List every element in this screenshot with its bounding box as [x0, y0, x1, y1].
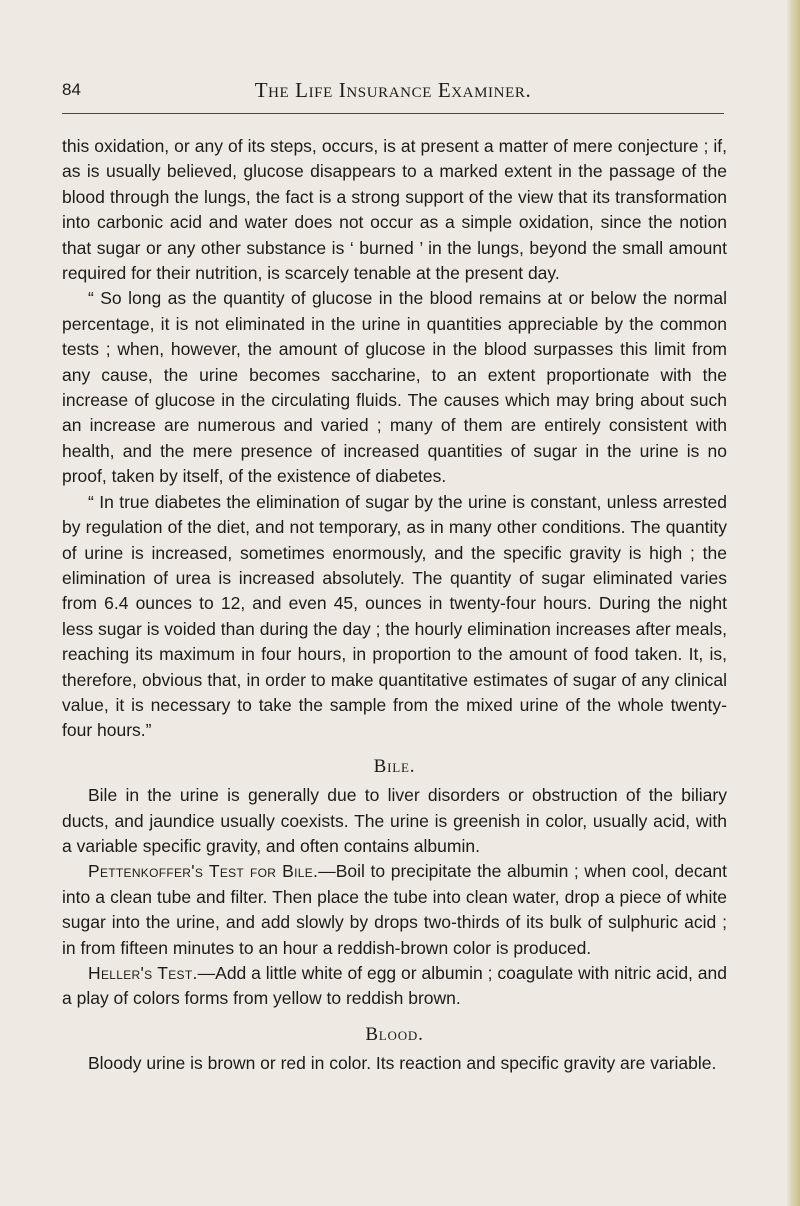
- section-heading-blood: Blood.: [365, 1023, 424, 1045]
- heller-test-title: Heller's Test.: [88, 963, 198, 983]
- paragraph-pettenkoffer-test: [62, 859, 727, 961]
- section-heading-bile: Bile.: [373, 755, 416, 777]
- header-rule: [62, 113, 724, 114]
- paragraph-oxidation: this oxidation, or any of its steps, occurs, is at present a matter of mere conjecture ; if, as is usually believed, glucose disappears to a marked extent in the passage of the blood through the lungs, the fact is a strong support of the view that its transformation into carbonic acid and water does not occur as a simple oxidation, since the notion that sugar or any other substance is ‘ burned ’ in the lungs, beyond the small amount required for their nutrition, is scarcely tenable at the present day.: [62, 136, 727, 284]
- body-text: [62, 134, 727, 1077]
- paragraph-bile: Bile in the urine is generally due to liver disorders or obstruction of the biliary ducts, and jaundice usually coexists. The urine is greenish in color, usually acid, with a variable specific gravity, and often contains albumin.: [62, 785, 727, 856]
- paragraph-heller-test: [62, 961, 727, 1012]
- pettenkoffer-test-title: Pettenkoffer's Test for Bile.: [88, 861, 319, 882]
- pettenkoffer-test-text: —Boil to precipitate the albumin ; when cool, decant into a clean tube and filter. Then place the tube into clean water, drop a piece of white sugar into the urine, and add slowly by drops two-thirds of its bulk of sulphuric acid ; in from fifteen minutes to an hour a reddish-brown color is produced.: [62, 861, 727, 958]
- paragraph-true-diabetes: “ In true diabetes the elimination of sugar by the urine is constant, unless arrested by regulation of the diet, and not temporary, as in many other conditions. The quantity of urine is increased, sometimes enormously, and the specific gravity is high ; the elimination of urea is increased absolutely. The quantity of sugar eliminated varies from 6.4 ounces to 12, and even 45, ounces in twenty-four hours. During the night less sugar is voided than during the day ; the hourly elimination increases after meals, reaching its maximum in four hours, in proportion to the amount of food taken. It, is, therefore, obvious that, in order to make quantitative estimates of sugar of any clinical value, it is necessary to take the sample from the mixed urine of the whole twenty-four hours.”: [62, 491, 727, 741]
- page-edge: [786, 0, 800, 1206]
- paragraph-glucose-quantity: “ So long as the quantity of glucose in the blood remains at or below the normal percentage, it is not eliminated in the urine in quantities appreciable by the common tests ; when, however, the amount of glucose in the blood surpasses this limit from any cause, the urine becomes saccharine, to an extent proportionate with the increase of glucose in the circulating fluids. The causes which may bring about such an increase are numerous and varied ; many of them are entirely consistent with health, and the mere presence of increased quantities of sugar in the urine is no proof, taken by itself, of the existence of diabetes.: [62, 288, 727, 487]
- page-number: 84: [62, 80, 81, 99]
- running-head: The Life Insurance Examiner.: [254, 78, 532, 102]
- paragraph-blood: Bloody urine is brown or red in color. Its reaction and specific gravity are variable.: [88, 1053, 717, 1074]
- page-header: [62, 78, 724, 104]
- heller-test-text: —Add a little white of egg or albumin ; coagulate with nitric acid, and a play of colors forms from yellow to reddish brown.: [62, 963, 727, 1009]
